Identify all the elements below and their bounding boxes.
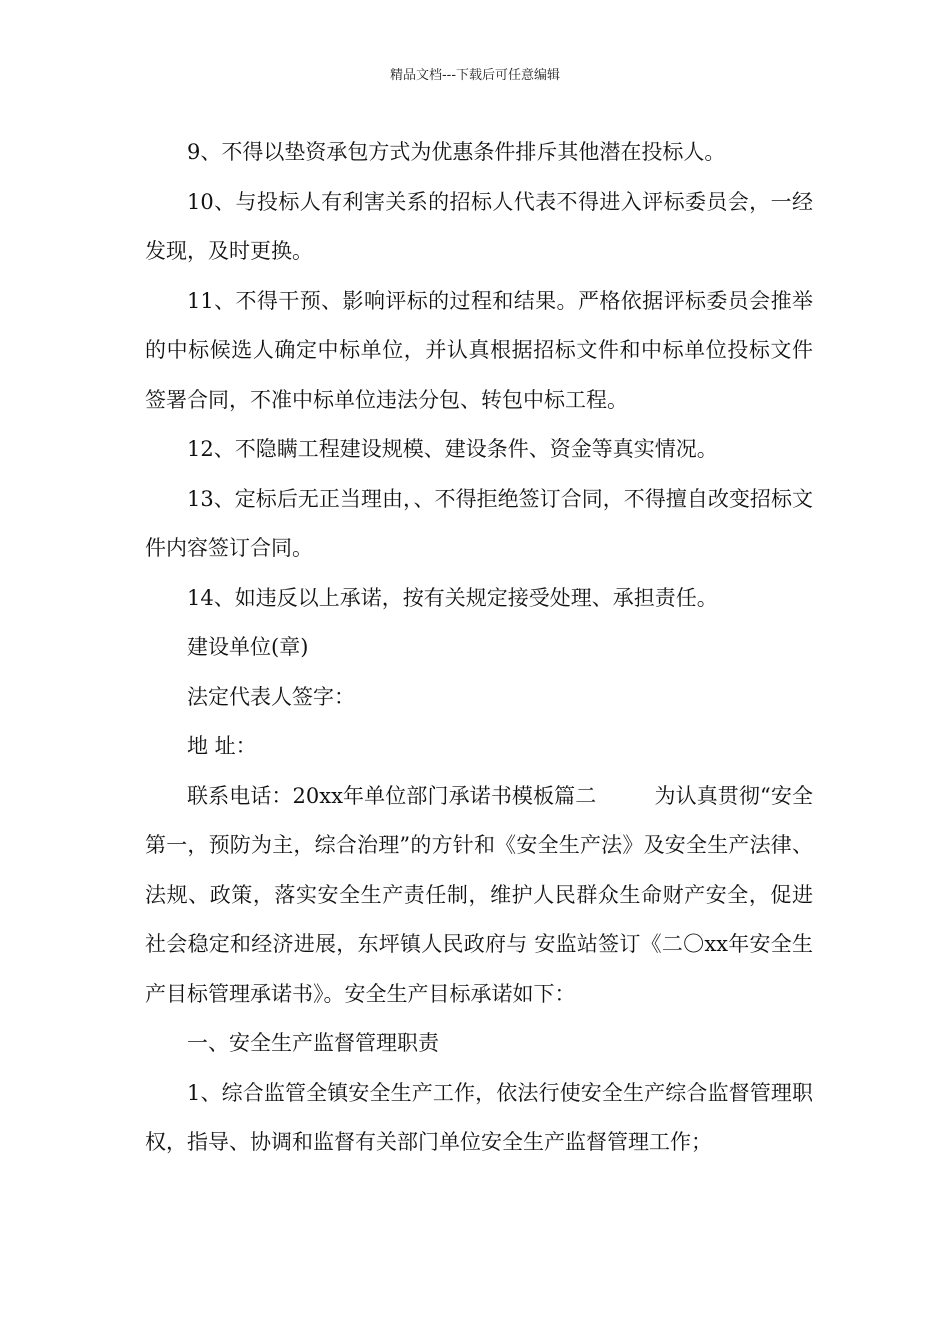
section-paragraph-1: 1、综合监管全镇安全生产工作，依法行使安全生产综合监督管理职权，指导、协调和监督有关部门单位安全生产监督管理工作； [145,1080,813,1154]
page-header: 精品文档---下载后可任意编辑 [389,68,561,83]
signature-unit-line: 建设单位(章) [187,635,309,659]
paragraph-13: 13、定标后无正当理由，、不得拒绝签订合同，不得擅自改变招标文件内容签订合同。 [145,486,813,560]
address-line: 地 址： [187,734,257,758]
paragraph-14: 14、如违反以上承诺，按有关规定接受处理、承担责任。 [187,585,718,610]
paragraph-12: 12、不隐瞒工程建设规模、建设条件、资金等真实情况。 [187,437,718,461]
contact-paragraph [145,772,813,1020]
contact-rest: 为认真贯彻“安全第一，预防为主，综合治理”的方针和《安全生产法》及安全生产法律、法规、政策，落实安全生产责任制，维护人民群众生命财产安全，促进社会稳定和经济进展，东坪镇人民政府与 安监站签订《二〇xx年安全生产目标管理承诺书》。安全生产目标承诺如下： [145,783,813,1006]
paragraph-11: 11、不得干预、影响评标的过程和结果。严格依据评标委员会推举的中标候选人确定中标单位，并认真根据招标文件和中标单位投标文件签署合同，不准中标单位违法分包、转包中标工程。 [145,288,813,412]
contact-lead: 联系电话：20xx年单位部门承诺书模板篇二 [187,783,597,808]
paragraph-10: 10、与投标人有利害关系的招标人代表不得进入评标委员会，一经发现，及时更换。 [145,189,813,263]
section-heading: 一、安全生产监督管理职责 [187,1031,439,1055]
document-body [145,128,813,1168]
paragraph-9: 9、不得以垫资承包方式为优惠条件排斥其他潜在投标人。 [187,140,726,164]
signature-representative-line: 法定代表人签字： [187,684,355,709]
